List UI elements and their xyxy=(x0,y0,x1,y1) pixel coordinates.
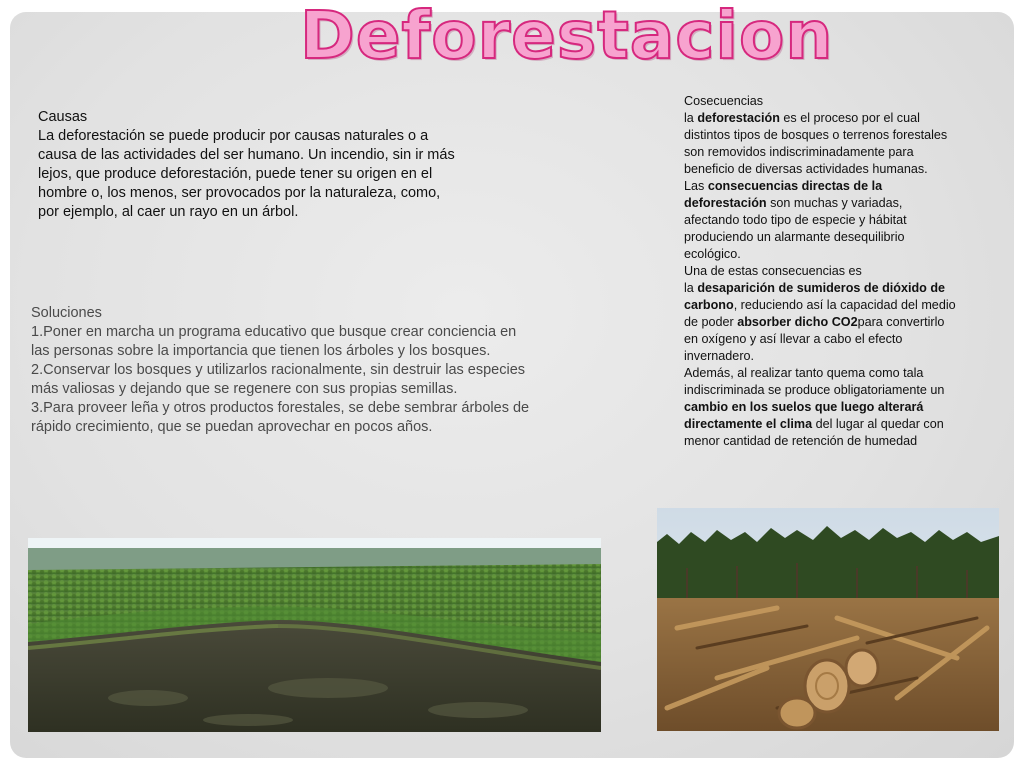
soluciones-item-3: 3.Para proveer leña y otros productos forestales, se debe sembrar árboles de rápido crecimiento, que se puedan aprovechar en pocos años. xyxy=(31,400,530,435)
deforested-aerial-photo xyxy=(28,538,601,732)
soluciones-item-2: 2.Conservar los bosques y utilizarlos racionalmente, sin destruir las especies más valiosas y dejando que se regenere con sus propias semillas. xyxy=(31,362,526,397)
consecuencias-paragraph-3-intro: Una de estas consecuencias es xyxy=(684,264,862,278)
consecuencias-paragraph-1: la deforestación es el proceso por el cual distintos tipos de bosques o terrenos forestales son removidos indiscriminadamente para beneficio de diversas actividades humanas. xyxy=(684,111,948,176)
felled-trees-photo xyxy=(657,508,999,731)
causas-body: La deforestación se puede producir por causas naturales o a causa de las actividades del ser humano. Un incendio, sin ir más lejos, que produce deforestación, puede tener su origen en el hombre o, los menos, ser provocados por la naturaleza, como, por ejemplo, al caer un rayo en un árbol. xyxy=(38,128,455,220)
consecuencias-heading: Cosecuencias xyxy=(684,94,764,108)
consecuencias-paragraph-3: la desaparición de sumideros de dióxido de carbono, reduciendo así la capacidad del medio de poder absorber dicho CO2para convertirlo en oxígeno y así llevar a cabo el efecto invernadero. xyxy=(684,281,956,363)
consecuencias-paragraph-4: Además, al realizar tanto quema como tala indiscriminada se produce obligatoriamente un cambio en los suelos que luego alterará directamente el clima del lugar al quedar con menor cantidad de retención de humedad xyxy=(684,366,945,448)
soluciones-item-1: 1.Poner en marcha un programa educativo que busque crear conciencia en las personas sobre la importancia que tienen los árboles y los bosques. xyxy=(31,324,517,359)
page-title: Deforestacion xyxy=(300,0,834,74)
consecuencias-paragraph-2: Las consecuencias directas de la deforestación son muchas y variadas, afectando todo tipo de especie y hábitat produciendo un alarmante desequilibrio ecológico. xyxy=(684,179,907,261)
causas-section xyxy=(38,108,458,222)
causas-heading: Causas xyxy=(38,109,88,125)
soluciones-section xyxy=(31,304,531,437)
consecuencias-section xyxy=(684,93,959,450)
soluciones-heading: Soluciones xyxy=(31,305,102,321)
